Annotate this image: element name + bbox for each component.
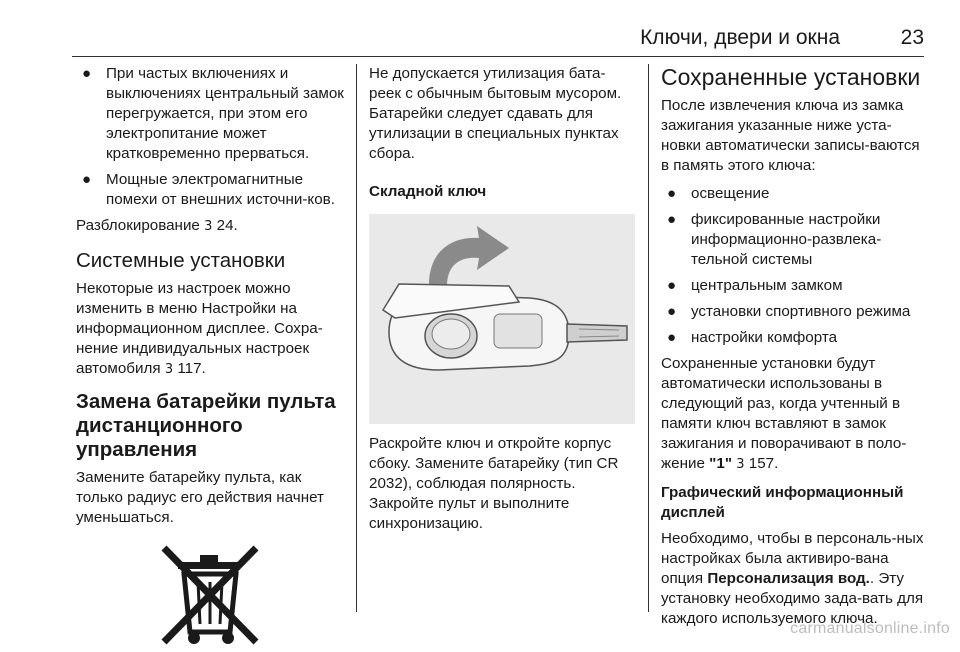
bullet-icon: ● [667,185,677,202]
header-divider [72,56,924,57]
list-item: ● центральным замком [667,277,843,294]
page-ref-icon[interactable]: 3 [164,362,174,377]
section-title-battery: Замена батарейки пульта дистанционного управления [76,390,336,461]
bullet-icon: ● [667,277,677,294]
bullet-icon: ● [82,65,92,82]
list-item: ● Мощные электромагнитные помехи от внешних источни-ков. [82,171,335,208]
section-title-saved-settings: Сохраненные установки [661,64,921,90]
list-item: ● фиксированные настройки информационно-развлека-тельной системы [667,211,882,268]
open-arrow-icon [429,226,509,286]
column-divider-2 [648,64,649,612]
saved-intro-text: После извлечения ключа из замка зажигания указанные ниже уста-новки автоматически записы-ваются в память этого ключа: [661,97,920,174]
list-item: ● настройки комфорта [667,329,838,346]
crossed-out-wheelie-bin-icon [156,540,266,652]
bullet-icon: ● [82,171,92,188]
unlock-reference: Разблокирование 3 24. [76,217,238,234]
key-illustration [369,214,635,424]
page-header [0,0,960,56]
list-item: ● освещение [667,185,770,202]
chapter-title: Ключи, двери и окна [640,26,840,49]
column-1 [76,64,344,652]
page-ref-icon[interactable]: 3 [204,219,213,234]
key-blade-shape [567,324,627,342]
bullet-icon: ● [667,211,677,228]
column-divider-1 [356,64,357,612]
disposal-text: Не допускается утилизация бата-реек с обычным бытовым мусором. Батарейки следует сдавать для утилизации в специальных пунктах сбора. [369,65,622,162]
section-title-graphic-display: Графический информационный дисплей [661,484,904,521]
graphic-display-text: Необходимо, чтобы в персональ-ных настройках была активиро-вана опция Персонализация вод.. Эту установку необходимо зада-вать для каждого используемого ключа. [661,530,924,627]
page-ref-icon[interactable]: 3 [736,457,745,472]
watermark: carmanualsonline.info [790,620,950,637]
section-title-folding-key: Складной ключ [369,183,487,200]
figure-caption: Раскройте ключ и откройте корпус сбоку. Замените батарейку (тип CR 2032), соблюдая полярность. Закройте пульт и выполните синхронизацию. [369,435,619,532]
folding-key-figure [369,214,635,424]
column-3 [661,64,929,637]
bullet-icon: ● [667,303,677,320]
saved-usage-text: Сохраненные установки будут автоматически использованы в следующий раз, когда учтенный в памяти ключ вставляют в замок зажигания и поворачивают в поло-жение "1" 3 157. [661,355,907,472]
section-title-system-settings: Системные установки [76,249,286,272]
battery-text: Замените батарейку пульта, как только радиус его действия начнет уменьшаться. [76,469,324,526]
list-item: ● При частых включениях и выключениях центральный замок перегружается, при этом его электропитание может кратковременно прерваться. [82,65,344,162]
system-settings-text: Некоторые из настроек можно изменить в меню Настройки на информационном дисплее. Сохра-нение индивидуальных настроек автомобиля 3 117. [76,280,323,377]
page-number: 23 [900,26,924,49]
list-item: ● установки спортивного режима [667,303,911,320]
saved-bullet-list [661,184,929,348]
bullet-list [76,64,344,210]
bullet-icon: ● [667,329,677,346]
column-2 [369,64,635,542]
